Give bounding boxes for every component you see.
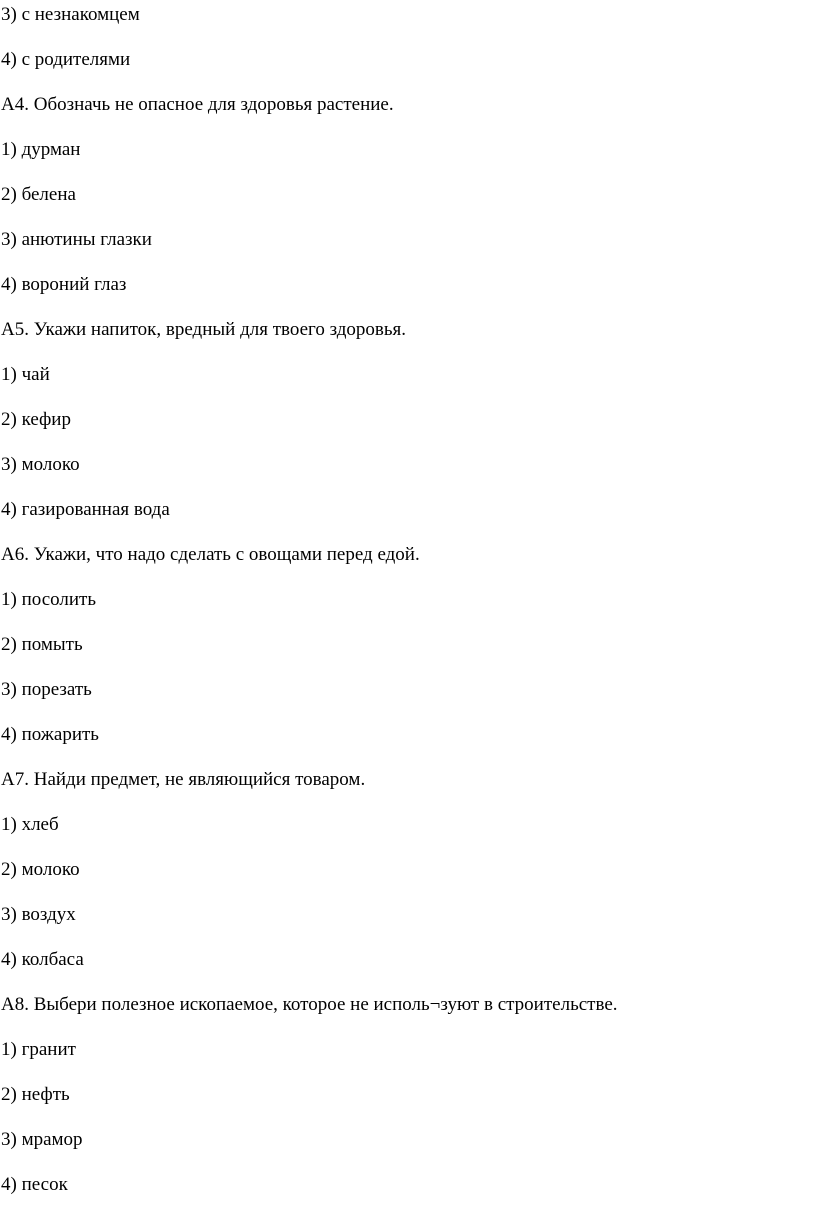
answer-option: 2) нефть (1, 1084, 70, 1105)
question-a5: А5. Укажи напиток, вредный для твоего здоровья. (1, 319, 407, 340)
answer-option: 2) белена (1, 184, 76, 205)
question-a8: А8. Выбери полезное ископаемое, которое не исполь¬зуют в строительстве. (1, 994, 618, 1015)
answer-option: 4) песок (1, 1174, 68, 1195)
answer-option: 4) вороний глаз (1, 274, 127, 295)
answer-option: 4) колбаса (1, 949, 84, 970)
answer-option: 2) молоко (1, 859, 80, 880)
question-a7: А7. Найди предмет, не являющийся товаром. (1, 769, 366, 790)
question-a6: А6. Укажи, что надо сделать с овощами перед едой. (1, 544, 420, 565)
answer-option: 2) помыть (1, 634, 83, 655)
answer-option: 3) анютины глазки (1, 229, 152, 250)
answer-option: 3) мрамор (1, 1129, 83, 1150)
answer-option: 3) воздух (1, 904, 76, 925)
question-a4: А4. Обозначь не опасное для здоровья растение. (1, 94, 394, 115)
answer-option: 1) чай (1, 364, 50, 385)
answer-option: 3) молоко (1, 454, 80, 475)
answer-option: 4) пожарить (1, 724, 99, 745)
answer-option: 1) гранит (1, 1039, 76, 1060)
answer-option: 3) порезать (1, 679, 92, 700)
answer-option: 1) посолить (1, 589, 97, 610)
answer-option: 4) с родителями (1, 49, 131, 70)
answer-option: 2) кефир (1, 409, 71, 430)
answer-option: 3) с незнакомцем (1, 4, 140, 25)
answer-option: 1) хлеб (1, 814, 59, 835)
answer-option: 4) газированная вода (1, 499, 170, 520)
answer-option: 1) дурман (1, 139, 81, 160)
